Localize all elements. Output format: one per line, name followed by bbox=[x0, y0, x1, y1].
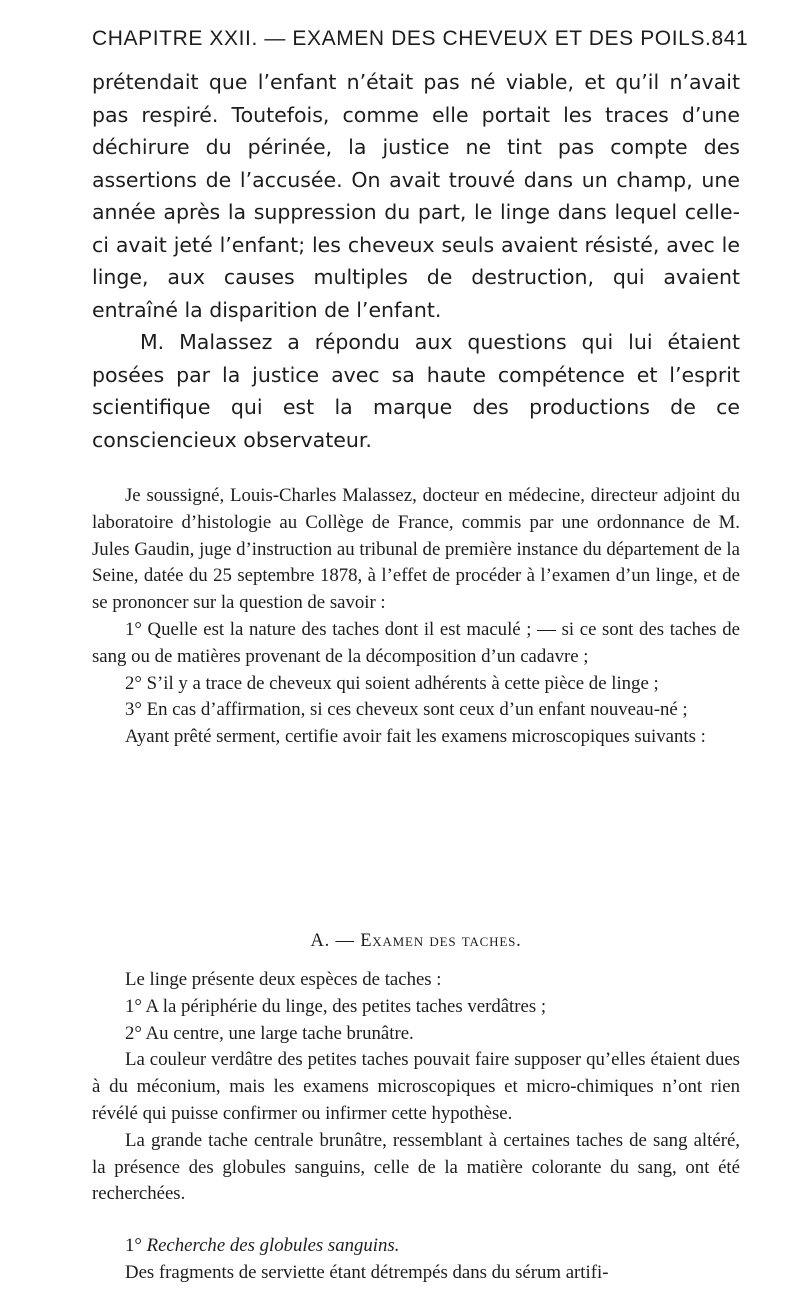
stain-paragraph-brown: La grande tache centrale brunâtre, ressemblant à certaines taches de sang altéré, la présence des globules sanguins, celle de la matière colorante du sang, ont été recherchées. bbox=[92, 1129, 740, 1205]
stain-paragraph-green: La couleur verdâtre des petites taches pouvait faire supposer qu’elles étaient dues à du méconium, mais les examens microscopiques et micro-chimiques n’ont rien révélé qui puisse confirmer ou infirmer cette hypothèse. bbox=[92, 1049, 740, 1124]
intro-paragraph-2: M. Malassez a répondu aux questions qui lui étaient posées par la justice avec sa haute compétence et l’esprit scientifique qui est la marque des productions de ce consciencieux observateur. bbox=[92, 330, 740, 452]
stain-examination bbox=[92, 967, 740, 1208]
section-letter: A. — bbox=[310, 931, 355, 951]
final-paragraph: Des fragments de serviette étant détrempés dans du sérum artifi- bbox=[125, 1261, 609, 1283]
stain-item-1: 1° A la périphérie du linge, des petites taches verdâtres ; bbox=[125, 995, 547, 1017]
running-head bbox=[92, 26, 749, 51]
stain-item-2: 2° Au centre, une large tache brunâtre. bbox=[125, 1022, 414, 1044]
subsection-heading bbox=[92, 1233, 740, 1260]
page-number: 841 bbox=[711, 27, 749, 50]
subsection-number: 1° bbox=[125, 1235, 142, 1256]
section-title: Examen des taches. bbox=[360, 931, 522, 951]
subsection-title: Recherche des globules sanguins. bbox=[146, 1235, 400, 1256]
report-question-2: 2° S’il y a trace de cheveux qui soient adhérents à cette pièce de linge ; bbox=[125, 672, 659, 694]
expert-report bbox=[92, 483, 740, 751]
report-preamble: Je soussigné, Louis-Charles Malassez, docteur en médecine, directeur adjoint du laboratoire d’histologie au Collège de France, commis par une ordonnance de M. Jules Gaudin, juge d’instruction au tribunal de première instance du département de la Seine, datée du 25 septembre 1878, à l’effet de procéder à l’examen d’un linge, et de se prononcer sur la question de savoir : bbox=[92, 485, 740, 614]
stain-intro: Le linge présente deux espèces de taches : bbox=[125, 969, 442, 990]
report-oath: Ayant prêté serment, certifie avoir fait les examens microscopiques suivants : bbox=[125, 726, 706, 748]
report-question-1: 1° Quelle est la nature des taches dont il est maculé ; — si ce sont des taches de sang ou de matières provenant de la décomposition d’un cadavre ; bbox=[92, 618, 740, 667]
chapter-title: CHAPITRE XXII. — EXAMEN DES CHEVEUX ET DES POILS. bbox=[92, 27, 712, 50]
intro-text bbox=[92, 66, 740, 456]
blood-globules-section bbox=[92, 1233, 740, 1287]
intro-paragraph-1: prétendait que l’enfant n’était pas né viable, et qu’il n’avait pas respiré. Toutefois, comme elle portait les traces d’une déchirure du périnée, la justice ne tint pas compte des assertions de l’accusée. On avait trouvé dans un champ, une année après la suppression du part, le linge dans lequel celle-ci avait jeté l’enfant; les cheveux seuls avaient résisté, avec le linge, aux causes multiples de destruction, qui avaient entraîné la disparition de l’enfant. bbox=[92, 70, 740, 322]
report-question-3: 3° En cas d’affirmation, si ces cheveux sont ceux d’un enfant nouveau-né ; bbox=[125, 699, 688, 721]
section-heading bbox=[92, 928, 740, 954]
